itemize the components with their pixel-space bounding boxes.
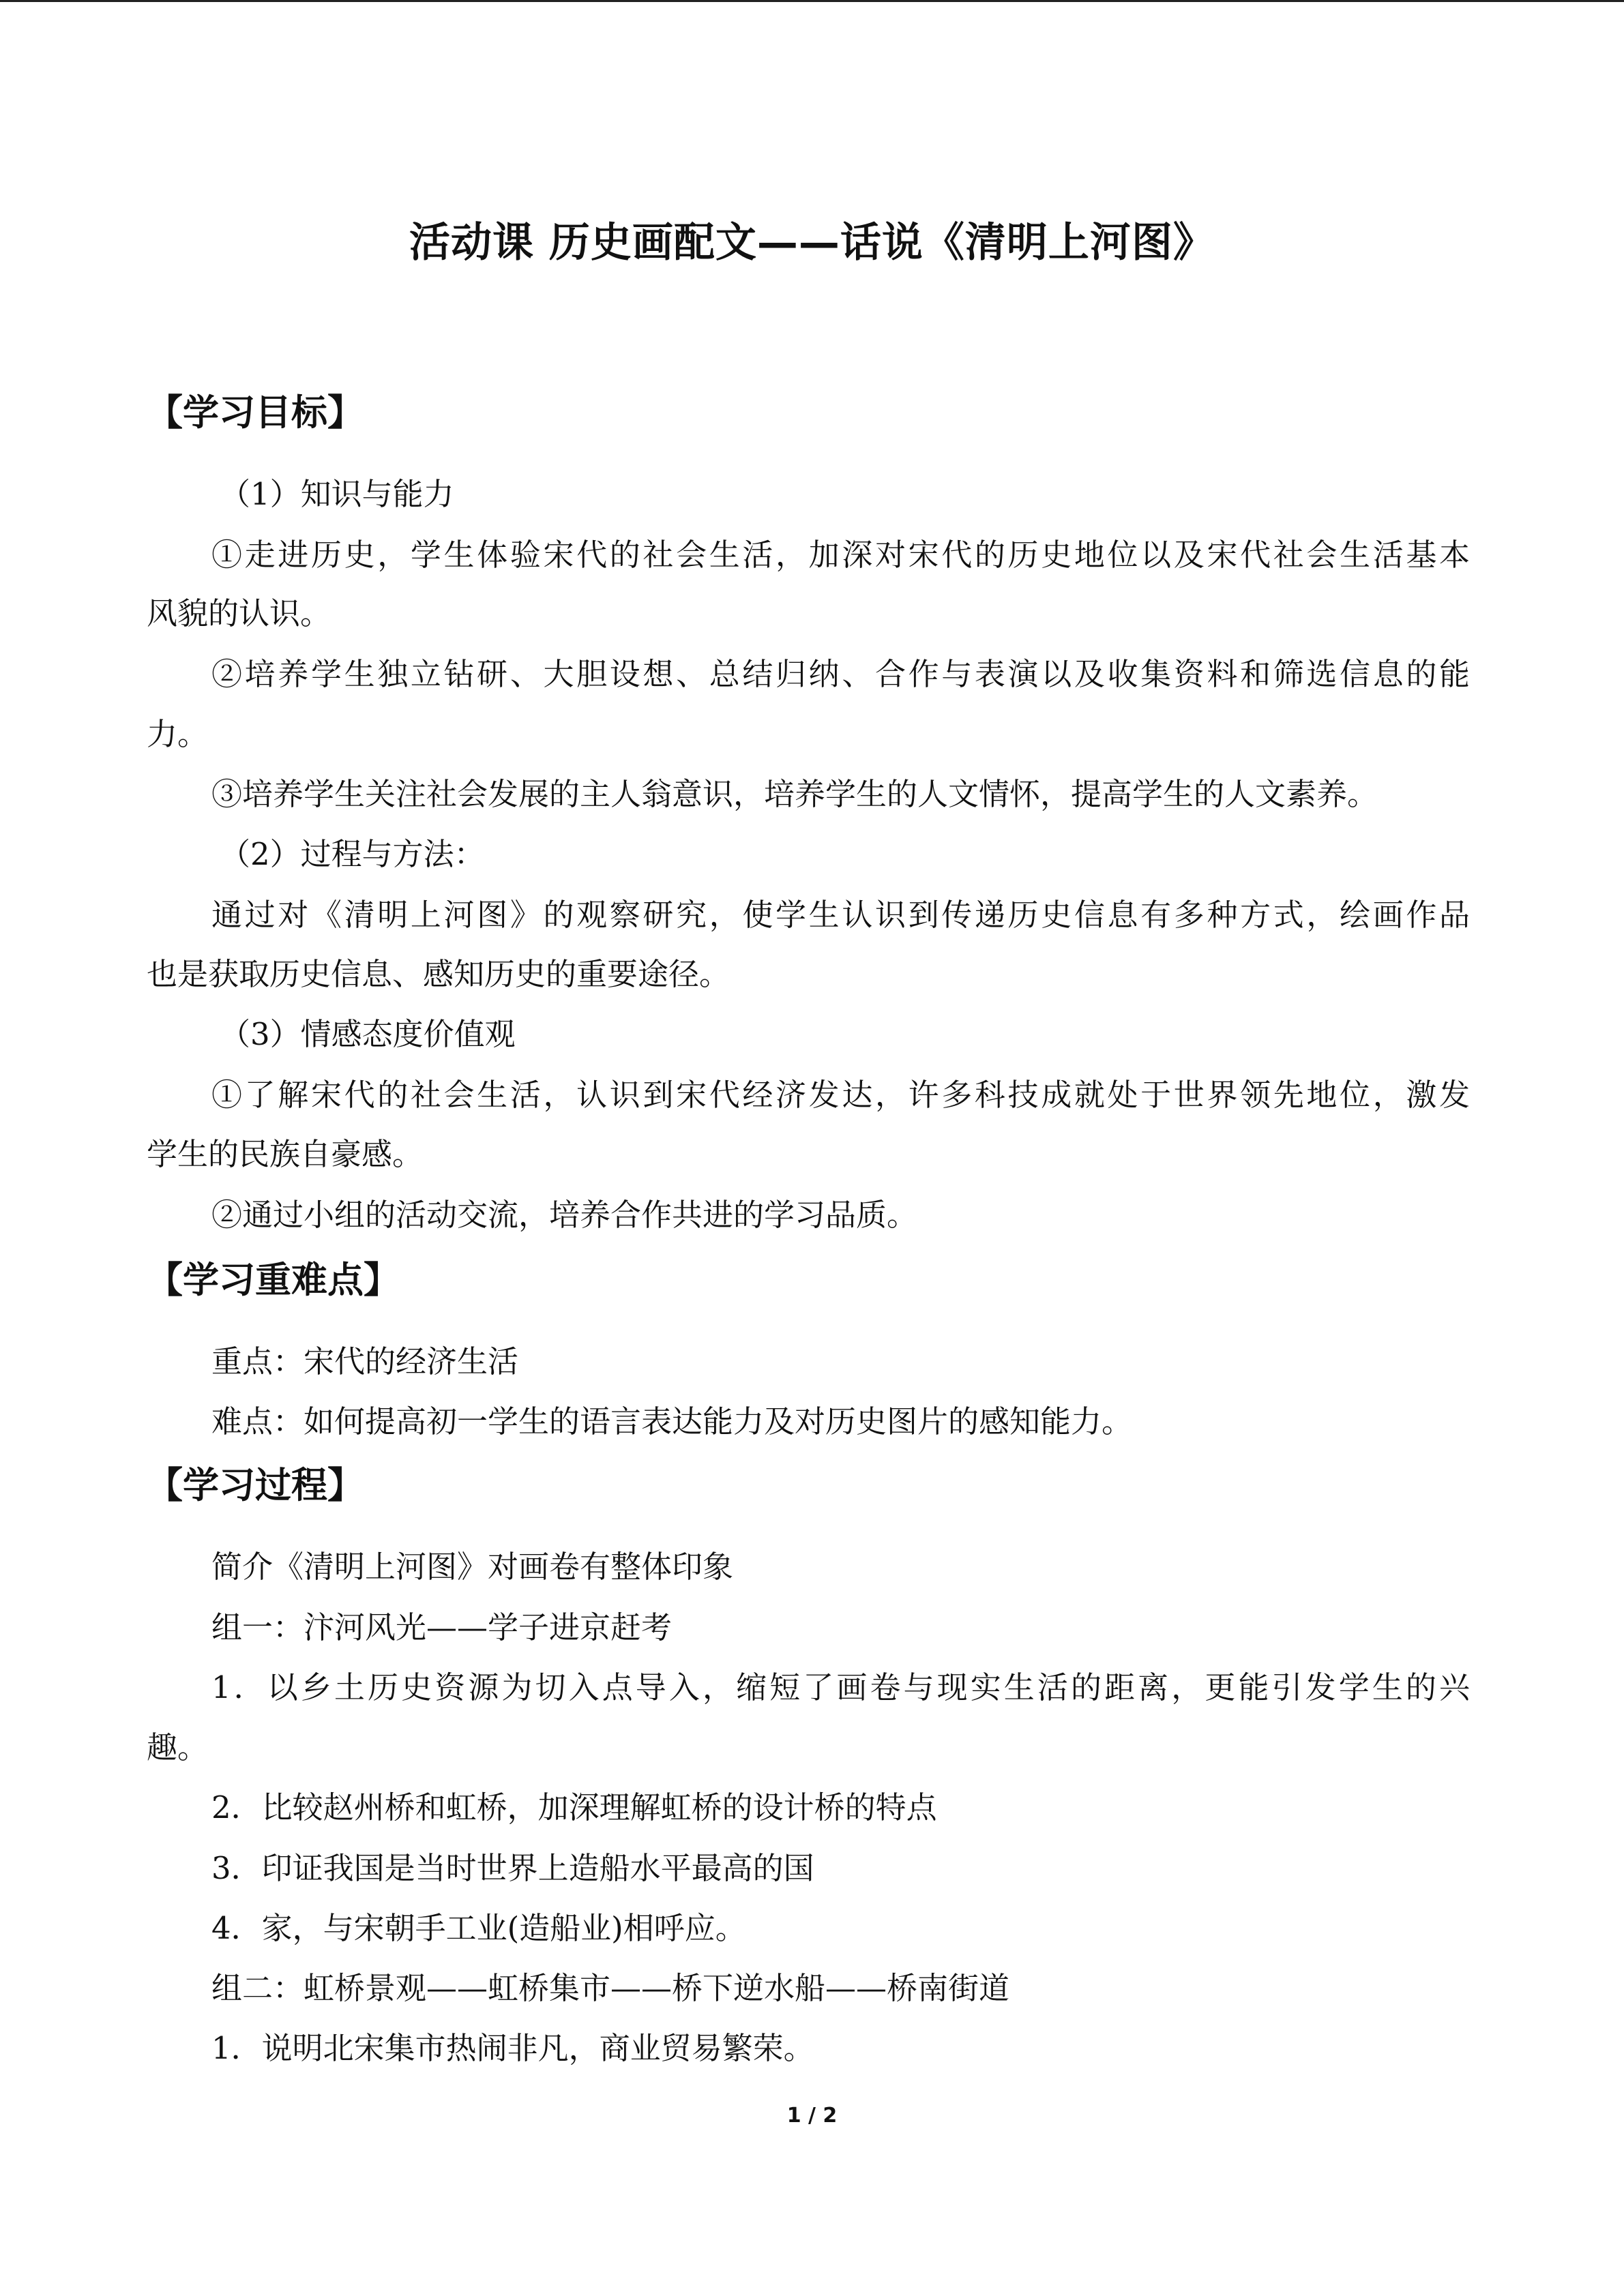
group1-item2: 2．比较赵州桥和虹桥，加深理解虹桥的设计桥的特点 <box>211 1789 937 1825</box>
group1-item3: 3．印证我国是当时世界上造船水平最高的国 <box>211 1850 814 1886</box>
objective-k1-line2: 风貌的认识。 <box>147 595 331 631</box>
group1-item4: 4．家，与宋朝手工业(造船业)相呼应。 <box>211 1910 746 1946</box>
group1-item1-line1: 1．以乡土历史资源为切入点导入，缩短了画卷与现实生活的距离，更能引发学生的兴 <box>211 1669 1470 1705</box>
page-number: 1 / 2 <box>786 2104 838 2128</box>
top-border <box>0 0 1624 2</box>
process-method-heading: （2）过程与方法： <box>220 836 485 872</box>
objective-p1-line1: 通过对《清明上河图》的观察研究，使学生认识到传递历史信息有多种方式，绘画作品 <box>211 897 1470 933</box>
group2-item1: 1．说明北宋集市热闹非凡，商业贸易繁荣。 <box>211 2030 814 2066</box>
section-heading-objectives: 【学习目标】 <box>147 392 364 434</box>
process-group1: 组一：汴河风光——学子进京赶考 <box>211 1609 673 1645</box>
objective-k1-line1: ①走进历史，学生体验宋代的社会生活，加深对宋代的历史地位以及宋代社会生活基本 <box>211 537 1470 573</box>
objective-e2: ②通过小组的活动交流，培养合作共进的学习品质。 <box>211 1197 918 1233</box>
key-point-difficulty: 难点：如何提高初一学生的语言表达能力及对历史图片的感知能力。 <box>211 1403 1133 1440</box>
section-heading-key-points: 【学习重难点】 <box>147 1259 400 1301</box>
objective-k2-line1: ②培养学生独立钻研、大胆设想、总结归纳、合作与表演以及收集资料和筛选信息的能 <box>211 656 1470 692</box>
group1-item1-line2: 趣。 <box>147 1729 209 1765</box>
objective-k2-line2: 力。 <box>147 716 209 752</box>
objective-e1-line1: ①了解宋代的社会生活，认识到宋代经济发达，许多科技成就处于世界领先地位，激发 <box>211 1077 1470 1113</box>
section-heading-process: 【学习过程】 <box>147 1465 364 1506</box>
process-group2: 组二：虹桥景观——虹桥集市——桥下逆水船——桥南街道 <box>211 1970 1010 2006</box>
objective-p1-line2: 也是获取历史信息、感知历史的重要途径。 <box>147 956 730 992</box>
emotion-heading: （3）情感态度价值观 <box>220 1016 516 1052</box>
objective-e1-line2: 学生的民族自豪感。 <box>147 1136 424 1172</box>
objective-k3: ③培养学生关注社会发展的主人翁意识，培养学生的人文情怀，提高学生的人文素养。 <box>211 776 1378 812</box>
process-intro: 简介《清明上河图》对画卷有整体印象 <box>211 1549 734 1585</box>
knowledge-heading: （1）知识与能力 <box>220 476 454 512</box>
document-title: 活动课 历史画配文——话说《清明上河图》 <box>409 219 1215 267</box>
key-point-focus: 重点：宋代的经济生活 <box>211 1343 519 1380</box>
